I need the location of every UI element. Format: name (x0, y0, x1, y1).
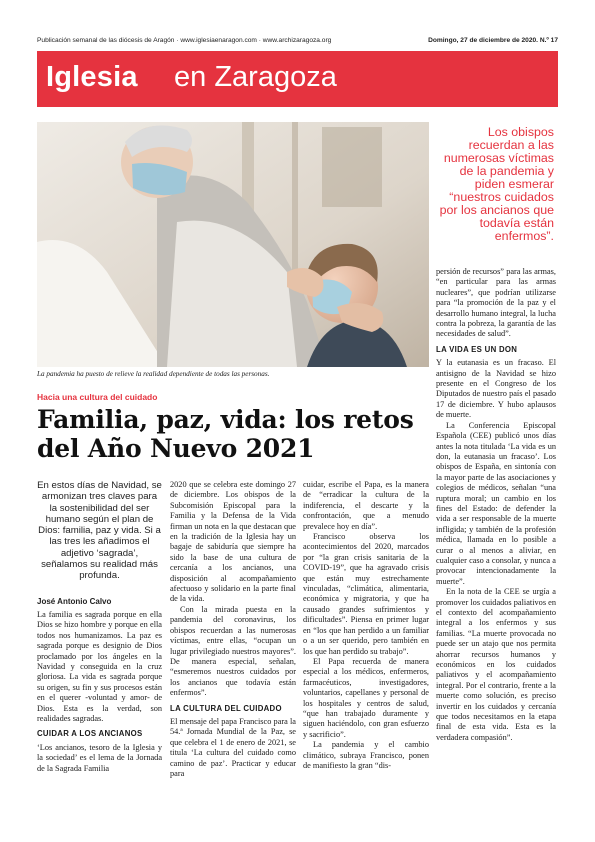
article-column-3 (303, 480, 429, 771)
masthead-brand-light: en Zaragoza (174, 61, 337, 93)
article-column-4 (436, 267, 556, 743)
section-heading: CUIDAR A LOS ANCIANOS (37, 729, 143, 739)
paragraph: El Papa recuerda de manera especial a los médicos, enfermeros, farmacéuticos, investigadores, voluntarios, capellanes y personal de los hospitales y centros de salud, “que han trabajado duramente y siguen haciéndolo, con gran esfuerzo y sacrificio”. (303, 656, 429, 739)
publication-info-bar (37, 37, 558, 47)
paragraph: La Conferencia Episcopal Española (CEE) publicó unos días antes la nota titulada ‘La vida es un don, la eutanasia un fracaso’. Los obispos de España, en sintonía con la mayor parte de las asociaciones y colegios de médicos, señalan “una ruptura moral; un cambio en los fines del Estado: de defender la vida a ser responsable de la muerte infligida; y también de la profesión médica, llamada en lo posible a curar o al menos a aliviar, en cualquier caso a consolar, y nunca a provocar intencionadamente la muerte”. (436, 420, 556, 586)
paragraph: Con la mirada puesta en la pandemia del coronavirus, los obispos recuerdan a las numerosas víctimas, entre ellas, “ocupan un lugar privilegiado nuestros mayores”. De manera especial, señalan, “esmeremos nuestros cuidados por los ancianos que todavía están enfermos”. (170, 604, 296, 698)
section-heading: LA VIDA ES UN DON (436, 344, 518, 354)
paragraph: La pandemia y el cambio climático, subraya Francisco, ponen de manifiesto la gran “dis- (303, 740, 429, 770)
article-intro: En estos días de Navidad, se armonizan tres claves para la sostenibilidad del ser humano según el plan de Dios: familia, paz y vida. Si a las tres les añadimos el adjetivo ‘sagrada’, señalamos su realidad más profunda. (37, 480, 162, 582)
paragraph: En la nota de la CEE se urgía a promover los cuidados paliativos en el contexto del acompañamiento integral a los enfermos y sus familias. “La muerte provocada no puede ser un atajo que nos permita ahorrar recursos humanos y económicos en los cuidados paliativos y el acompañamiento integral. Por el contrario, frente a la muerte como solución, es preciso invertir en los cuidados y cercanía que todos necesitamos en la etapa final de esta vida. Esta es la verdadera compasión”. (436, 587, 556, 742)
paragraph: ‘Los ancianos, tesoro de la Iglesia y la sociedad’ es el lema de la Jornada de la Sagrada Familia (37, 742, 162, 773)
article-headline: Familia, paz, vida: los retos del Año Nuevo 2021 (37, 405, 414, 463)
article-column-1 (37, 610, 162, 774)
photo-caption: La pandemia ha puesto de relieve la realidad dependiente de todas las personas. (37, 370, 270, 378)
masthead (37, 51, 558, 107)
lead-photo-illustration (37, 122, 429, 367)
masthead-brand-bold: Iglesia (46, 61, 138, 93)
paragraph: La familia es sagrada porque en ella Dios se hizo hombre y porque en ella todos nos humanizamos. La paz es sagrada porque es designio de Dios proclamado por los ángeles en la Navidad y conseguida en la cruz gloriosa. La vida es sagrada porque su origen, su fin y sus procesos están en el querer -voluntad y amor- de Dios. Esta es la verdad, son realidades sagradas. (37, 610, 162, 724)
section-heading: LA CULTURA DEL CUIDADO (170, 703, 282, 713)
paragraph: 2020 que se celebra este domingo 27 de diciembre. Los obispos de la Subcomisión Episcopal para la Familia y la Defensa de la Vida firman un nota en la que destacan que en la tradición de la Iglesia hay un bagaje de sabiduría que siempre ha sido la base de una cultura de cercanía a los ancianos, una disposición al acompañamiento afectuoso y solidario en la parte final de la vida. (170, 480, 296, 604)
issue-date: Domingo, 27 de diciembre de 2020. N.º 17 (428, 37, 558, 44)
paragraph: El mensaje del papa Francisco para la 54.ª Jornada Mundial de la Paz, se que celebra el 1 de enero de 2021, se titula ‘La cultura del cuidado como camino de paz’. Practicar y educar para (170, 716, 296, 778)
article-kicker: Hacia una cultura del cuidado (37, 392, 158, 402)
publication-info: Publicación semanal de las diócesis de Aragón · www.iglesiaenaragon.com · www.archizaragoza.org (37, 37, 332, 44)
lead-photo (37, 122, 429, 367)
paragraph: Francisco observa los acontecimientos del 2020, marcados por “la gran crisis sanitaria de la COVID-19”, que ha agravado crisis que están muy estrechamente vinculadas, “climática, alimentaria, económica y migratoria, y que ha causado grandes sufrimientos y dificultades”. Piensa en primer lugar en “los que han perdido a un familiar o a un ser querido, pero también en los que han perdido su trabajo”. (303, 532, 429, 656)
paragraph: Y la eutanasia es un fracaso. El antisigno de la Navidad se hizo presente en el Congreso de los Diputados de nuestro país el pasado 17 de diciembre. Y hubo aplausos de muerte. (436, 358, 556, 420)
paragraph: persión de recursos” para las armas, “en particular para las armas nucleares”, que podrían utilizarse para “la promoción de la paz y el desarrollo humano integral, la lucha contra la pobreza, la garantía de las necesidades de salud”. (436, 267, 556, 339)
article-byline: José Antonio Calvo (37, 597, 112, 606)
pull-quote: Los obispos recuerdan a las numerosas víctimas de la pandemia y piden esmerar “nuestros cuidados por los ancianos que todavía están enfermos”. (439, 125, 554, 243)
paragraph: cuidar, escribe el Papa, es la manera de “erradicar la cultura de la indiferencia, el descarte y la confrontación, que a menudo prevalece hoy en día”. (303, 480, 429, 531)
article-column-2 (170, 480, 296, 779)
